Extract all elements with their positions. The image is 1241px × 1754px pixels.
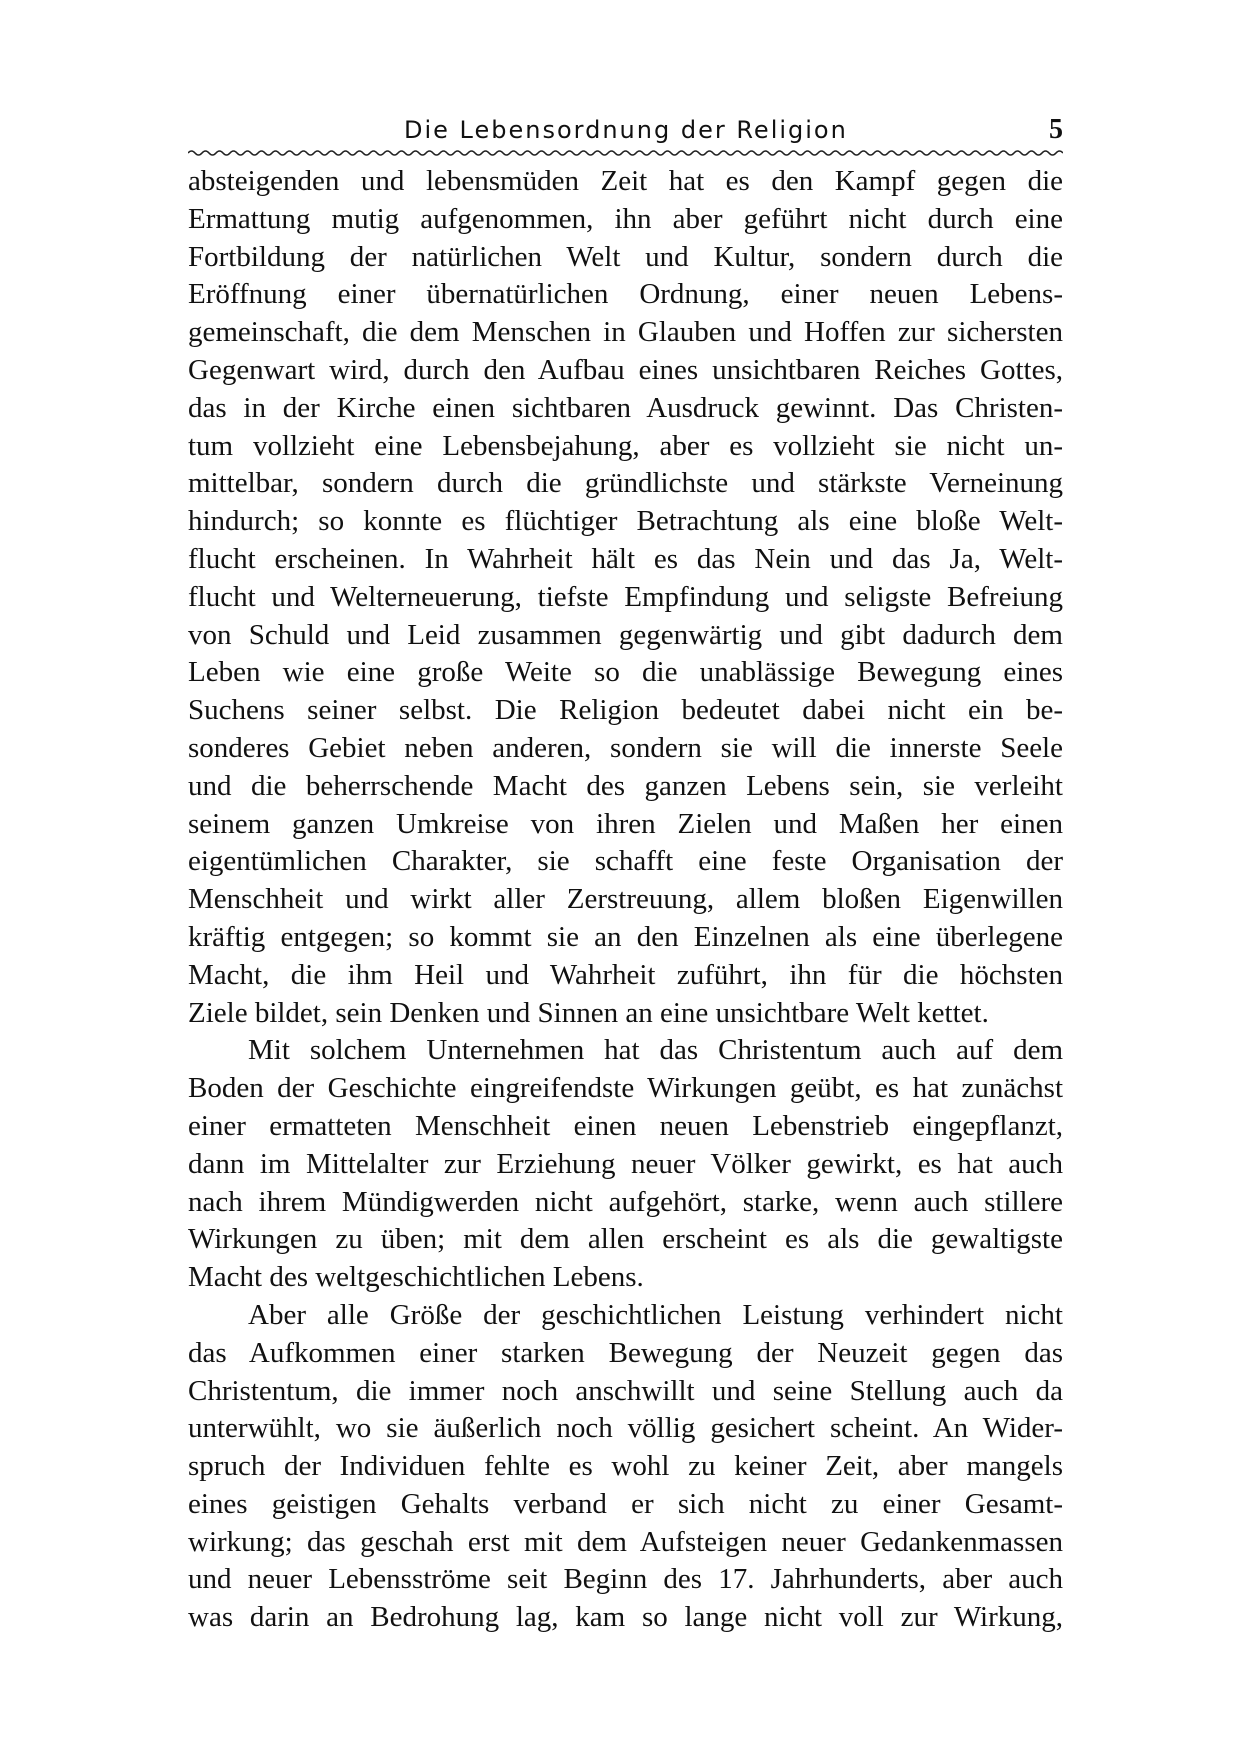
text-line: Suchens seiner selbst. Die Religion bedeutet dabei nicht ein be- bbox=[188, 694, 1063, 727]
body-text bbox=[188, 163, 1063, 1637]
text-line: hindurch; so konnte es flüchtiger Betrachtung als eine bloße Welt- bbox=[188, 505, 1063, 538]
text-line: von Schuld und Leid zusammen gegenwärtig und gibt dadurch dem bbox=[188, 618, 1063, 651]
text-line: eines geistigen Gehalts verband er sich nicht zu einer Gesamt- bbox=[188, 1487, 1063, 1520]
text-line: tum vollzieht eine Lebensbejahung, aber es vollzieht sie nicht un- bbox=[188, 429, 1063, 462]
text-line: Christentum, die immer noch anschwillt und seine Stellung auch da bbox=[188, 1374, 1063, 1407]
paragraph bbox=[188, 1032, 1063, 1297]
text-line: eigentümlichen Charakter, sie schafft eine feste Organisation der bbox=[188, 845, 1063, 878]
text-line: wirkung; das geschah erst mit dem Aufsteigen neuer Gedankenmassen bbox=[188, 1525, 1063, 1558]
text-line: unterwühlt, wo sie äußerlich noch völlig gesichert scheint. An Wider- bbox=[188, 1412, 1063, 1445]
text-line: mittelbar, sondern durch die gründlichste und stärkste Verneinung bbox=[188, 467, 1063, 500]
text-line: Macht, die ihm Heil und Wahrheit zuführt, ihn für die höchsten bbox=[188, 958, 1063, 991]
text-line: und die beherrschende Macht des ganzen Lebens sein, sie verleiht bbox=[188, 769, 1063, 802]
text-line: Leben wie eine große Weite so die unablässige Bewegung eines bbox=[188, 656, 1063, 689]
running-head bbox=[188, 112, 1063, 158]
paragraph bbox=[188, 1297, 1063, 1637]
text-line: Menschheit und wirkt aller Zerstreuung, allem bloßen Eigenwillen bbox=[188, 883, 1063, 916]
text-line: kräftig entgegen; so kommt sie an den Einzelnen als eine überlegene bbox=[188, 920, 1063, 953]
text-line: Ziele bildet, sein Denken und Sinnen an eine unsichtbare Welt kettet. bbox=[188, 996, 989, 1029]
text-line: Ermattung mutig aufgenommen, ihn aber geführt nicht durch eine bbox=[188, 202, 1063, 235]
text-line: das in der Kirche einen sichtbaren Ausdruck gewinnt. Das Christen- bbox=[188, 391, 1063, 424]
text-line: was darin an Bedrohung lag, kam so lange nicht voll zur Wirkung, bbox=[188, 1601, 1063, 1634]
text-line: spruch der Individuen fehlte es wohl zu keiner Zeit, aber mangels bbox=[188, 1450, 1063, 1483]
text-line: flucht und Welterneuerung, tiefste Empfindung und seligste Befreiung bbox=[188, 580, 1063, 613]
paragraph bbox=[188, 163, 1063, 1032]
page-number: 5 bbox=[1049, 114, 1063, 145]
text-line: gemeinschaft, die dem Menschen in Glauben und Hoffen zur sichersten bbox=[188, 316, 1063, 349]
running-head-title: Die Lebensordnung der Religion bbox=[404, 116, 848, 144]
text-line: das Aufkommen einer starken Bewegung der Neuzeit gegen das bbox=[188, 1336, 1063, 1369]
text-line: und neuer Lebensströme seit Beginn des 17. Jahrhunderts, aber auch bbox=[188, 1563, 1063, 1596]
text-line: absteigenden und lebensmüden Zeit hat es den Kampf gegen die bbox=[188, 165, 1063, 197]
text-line: Gegenwart wird, durch den Aufbau eines unsichtbaren Reiches Gottes, bbox=[188, 353, 1063, 386]
text-line: Boden der Geschichte eingreifendste Wirkungen geübt, es hat zunächst bbox=[188, 1072, 1063, 1105]
ornamental-rule bbox=[188, 148, 1063, 158]
text-line: Aber alle Größe der geschichtlichen Leistung verhindert nicht bbox=[248, 1298, 1063, 1331]
text-line: Wirkungen zu üben; mit dem allen erscheint es als die gewaltigste bbox=[188, 1223, 1063, 1256]
text-line: flucht erscheinen. In Wahrheit hält es das Nein und das Ja, Welt- bbox=[188, 542, 1063, 575]
text-line: Macht des weltgeschichtlichen Lebens. bbox=[188, 1261, 644, 1294]
text-line: sonderes Gebiet neben anderen, sondern sie will die innerste Seele bbox=[188, 731, 1063, 764]
text-line: nach ihrem Mündigwerden nicht aufgehört, starke, wenn auch stillere bbox=[188, 1185, 1063, 1218]
text-line: Mit solchem Unternehmen hat das Christentum auch auf dem bbox=[248, 1034, 1063, 1067]
text-line: Eröffnung einer übernatürlichen Ordnung, einer neuen Lebens- bbox=[188, 278, 1063, 311]
text-line: Fortbildung der natürlichen Welt und Kultur, sondern durch die bbox=[188, 240, 1063, 273]
text-line: einer ermatteten Menschheit einen neuen Lebenstrieb eingepflanzt, bbox=[188, 1109, 1063, 1142]
text-line: seinem ganzen Umkreise von ihren Zielen und Maßen her einen bbox=[188, 807, 1063, 840]
text-line: dann im Mittelalter zur Erziehung neuer Völker gewirkt, es hat auch bbox=[188, 1147, 1063, 1180]
